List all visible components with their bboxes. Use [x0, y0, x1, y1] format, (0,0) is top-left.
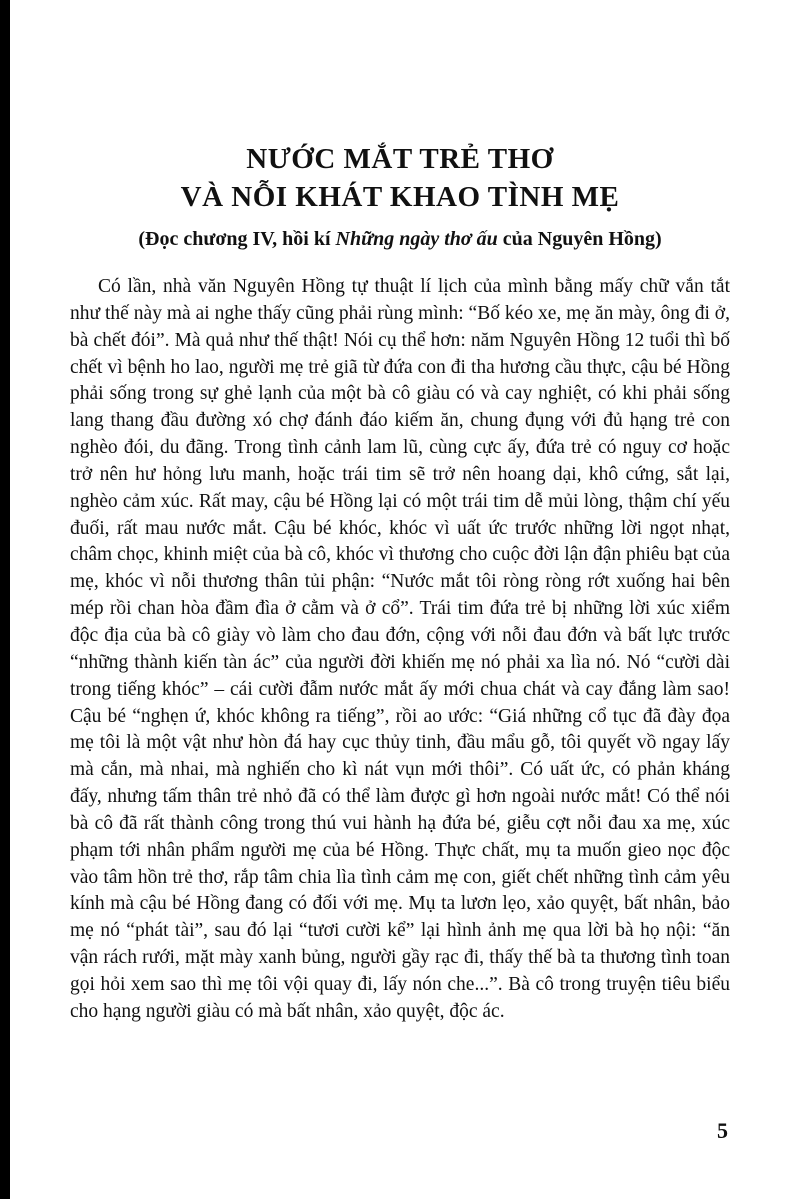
title-line-1: NƯỚC MẮT TRẺ THƠ: [246, 143, 554, 175]
book-page: [70, 140, 730, 1026]
article-subtitle: [70, 226, 730, 252]
article-title: [70, 140, 730, 216]
page-number: 5: [717, 1118, 728, 1143]
subtitle-prefix: (Đọc chương IV, hồi kí: [138, 228, 336, 250]
body-paragraph: Có lần, nhà văn Nguyên Hồng tự thuật lí lịch của mình bằng mấy chữ vắn tắt như thế này mà ai nghe thấy cũng phải rùng mình: “Bố kéo xe, mẹ ăn mày, ông đi ở, bà chết đói”. Mà quả như thế thật! Nói cụ thể hơn: năm Nguyên Hồng 12 tuổi thì bố chết vì bệnh ho lao, người mẹ trẻ giã từ đứa con đi tha hương cầu thực, cậu bé Hồng phải sống trong sự ghẻ lạnh của một bà cô giàu có và cay nghiệt, có khi phải sống lang thang đầu đường xó chợ đánh đáo kiếm ăn, chung đụng với đủ hạng trẻ con nghèo đói, du đãng. Trong tình cảnh lam lũ, cùng cực ấy, đứa trẻ có nguy cơ hoặc trở nên hư hỏng lưu manh, hoặc trái tim sẽ trở nên hoang dại, khô cứng, sắt lại, nghèo cảm xúc. Rất may, cậu bé Hồng lại có một trái tim dễ mủi lòng, thậm chí yếu đuối, rất mau nước mắt. Cậu bé khóc, khóc vì uất ức trước những lời ngọt nhạt, châm chọc, khinh miệt của bà cô, khóc vì thương cho cuộc đời lận đận phiêu bạt của mẹ, khóc vì nỗi thương thân tủi phận: “Nước mắt tôi ròng ròng rớt xuống hai bên mép rồi chan hòa đầm đìa ở cằm và ở cổ”. Trái tim đứa trẻ bị những lời xúc xiểm độc địa của bà cô giày vò làm cho đau đớn, cộng với nỗi đau đớn và bất lực trước “những thành kiến tàn ác” của người đời khiến mẹ nó phải xa lìa nó. Nó “cười dài trong tiếng khóc” – cái cười đẫm nước mắt ấy mới chua chát và cay đắng làm sao! Cậu bé “nghẹn ứ, khóc không ra tiếng”, rồi ao ước: “Giá những cổ tục đã đày đọa mẹ tôi là một vật như hòn đá hay cục thủy tinh, đầu mẩu gỗ, tôi quyết vồ ngay lấy mà cắn, mà nhai, mà nghiến cho kì nát vụn mới thôi”. Có uất ức, có phản kháng đấy, nhưng tấm thân trẻ nhỏ đã có thể làm được gì hơn ngoài nước mắt! Có thể nói bà cô đã rất thành công trong thú vui hành hạ đứa bé, giễu cợt nỗi đau xa mẹ, xúc phạm tới nhân phẩm người mẹ của bé Hồng. Thực chất, mụ ta muốn gieo nọc độc vào tâm hồn trẻ thơ, rắp tâm chia lìa tình cảm mẹ con, giết chết những tình cảm yêu kính mà cậu bé Hồng đang có đối với mẹ. Mụ ta lươn lẹo, xảo quyệt, bất nhân, bảo mẹ nó “phát tài”, sau đó lại “tươi cười kể” lại hình ảnh mẹ qua lời bà họ nội: “ăn vận rách rưới, mặt mày xanh bủng, người gầy rạc đi, thấy thế bà ta thương tình toan gọi hỏi xem sao thì mẹ tôi vội quay đi, lấy nón che...”. Bà cô trong truyện tiêu biểu cho hạng người giàu có mà bất nhân, xảo quyệt, độc ác.: [70, 276, 730, 1022]
title-line-2: VÀ NỖI KHÁT KHAO TÌNH MẸ: [180, 181, 620, 213]
subtitle-work-title: Những ngày thơ ấu: [335, 228, 498, 250]
page-binding-edge: [0, 0, 10, 1199]
subtitle-suffix: của Nguyên Hồng): [497, 228, 662, 250]
